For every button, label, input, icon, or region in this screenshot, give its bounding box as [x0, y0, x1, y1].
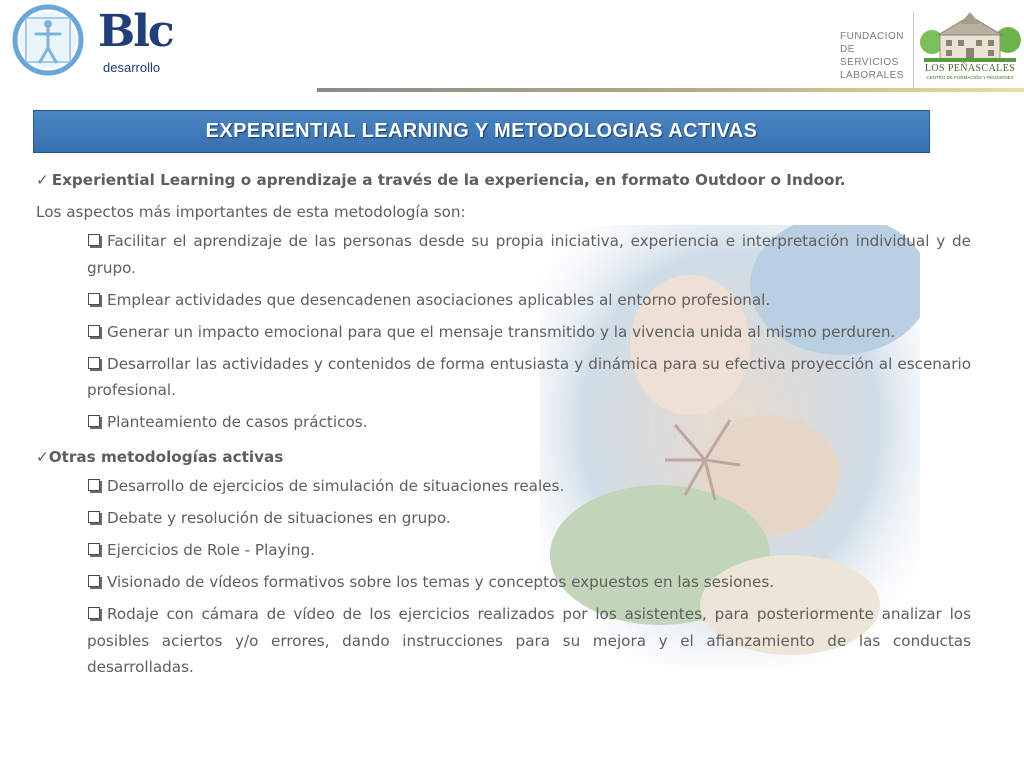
list-item-text: Facilitar el aprendizaje de las personas desde su propia iniciativa, experiencia e interpretación individual y de grupo.	[87, 232, 971, 277]
list-item-text: Desarrollo de ejercicios de simulación de situaciones reales.	[107, 477, 565, 495]
section-intro: Los aspectos más importantes de esta metodología son:	[36, 203, 466, 221]
fundacion-line-1: FUNDACION	[840, 31, 904, 42]
slide-title: EXPERIENTIAL LEARNING Y METODOLOGIAS ACTIVAS	[205, 120, 758, 142]
square-bullet-icon	[88, 543, 100, 555]
slide-title-bar	[33, 110, 930, 153]
list-item	[87, 319, 971, 346]
square-bullet-icon	[88, 234, 100, 246]
checkmark-icon: ✓	[36, 448, 49, 466]
list-item	[87, 601, 971, 681]
list-item-text: Debate y resolución de situaciones en grupo.	[107, 509, 451, 527]
list-item	[87, 473, 971, 500]
list-item-text: Emplear actividades que desencadenen asociaciones aplicables al entorno profesional.	[107, 290, 771, 309]
fundacion-logo-text	[840, 30, 910, 82]
square-bullet-icon	[88, 511, 100, 523]
square-bullet-icon	[88, 479, 100, 491]
list-item	[87, 287, 971, 314]
vitruvian-emblem-icon	[10, 4, 92, 76]
square-bullet-icon	[88, 575, 100, 587]
penascales-name: LOS PEÑASCALES	[924, 63, 1016, 74]
list-item-text: Rodaje con cámara de vídeo de los ejercicios realizados por los asistentes, para posteriormente analizar los posibles aciertos y/o errores, dando instrucciones para su mejora y el afianzamiento de las conductas desarrolladas.	[87, 605, 971, 676]
section-heading-1	[36, 164, 971, 196]
list-item-text: Ejercicios de Role - Playing.	[107, 541, 315, 559]
penascales-subtitle: CENTRO DE FORMACIÓN Y REUNIONES	[926, 75, 1014, 80]
logo-subtitle: desarrollo	[103, 60, 161, 75]
square-bullet-icon	[88, 357, 100, 369]
fundacion-line-3: LABORALES	[840, 70, 904, 81]
fundacion-line-2: DE SERVICIOS	[840, 44, 899, 68]
square-bullet-icon	[88, 325, 100, 337]
logo-separator	[913, 12, 914, 90]
list-item	[87, 351, 971, 404]
square-bullet-icon	[88, 607, 100, 619]
list-item-text: Visionado de vídeos formativos sobre los temas y conceptos expuestos en las sesiones.	[107, 573, 775, 591]
section-heading-2	[36, 441, 971, 473]
list-item	[87, 569, 971, 596]
blc-logo	[10, 4, 173, 76]
list-item	[87, 537, 971, 564]
square-bullet-icon	[88, 415, 100, 427]
list-item-text: Generar un impacto emocional para que el mensaje transmitido y la vivencia unida al mismo perduren.	[107, 322, 896, 341]
slide-body	[36, 164, 971, 686]
checkmark-icon: ✓	[36, 171, 49, 189]
logo-wordmark: Blc	[98, 6, 173, 57]
list-item-text: Desarrollar las actividades y contenidos de forma entusiasta y dinámica para su efectiva proyección al escenario profesional.	[87, 354, 971, 399]
list-item	[87, 505, 971, 532]
list-item-text: Planteamiento de casos prácticos.	[107, 413, 368, 431]
list-item	[87, 228, 971, 281]
list-item	[87, 409, 971, 436]
square-bullet-icon	[88, 293, 100, 305]
header-divider-line	[317, 88, 1024, 92]
section-heading-2-text: Otras metodologías activas	[48, 448, 284, 466]
section-heading-1-text: Experiential Learning o aprendizaje a través de la experiencia, en formato Outdoor o Indoor.	[51, 171, 846, 189]
